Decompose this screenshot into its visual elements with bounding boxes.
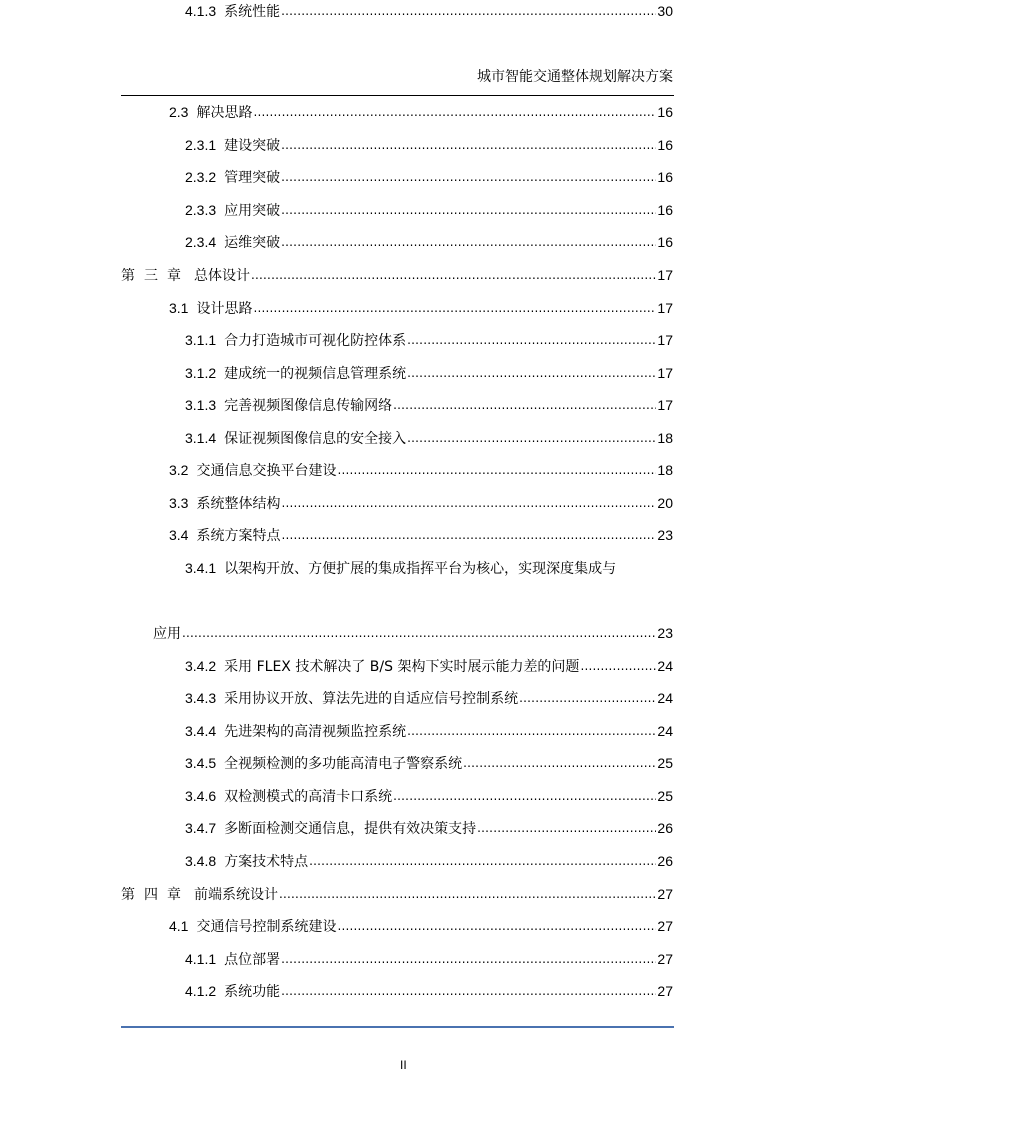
toc-leader-dots xyxy=(182,622,656,644)
toc-entry-title: 运维突破 xyxy=(224,235,281,251)
toc-entry-title: 保证视频图像信息的安全接入 xyxy=(224,431,407,447)
toc-entry-number: 第四章 xyxy=(121,886,190,902)
toc-entry-number: 2.3.3 xyxy=(185,202,217,218)
toc-entry-number: 3.4.2 xyxy=(185,658,217,674)
toc-entry-page: 24 xyxy=(657,658,673,674)
toc-entry-page: 16 xyxy=(657,169,673,185)
toc-entry-number: 4.1.3 xyxy=(185,3,217,19)
toc-entry-number: 第三章 xyxy=(121,267,190,283)
toc-entry-page: 16 xyxy=(657,202,673,218)
toc-entry-page: 24 xyxy=(657,690,673,706)
toc-entry-page: 23 xyxy=(657,527,673,543)
toc-entry[interactable] xyxy=(185,134,673,156)
footer-page-number: II xyxy=(400,1058,407,1072)
toc-entry-title-continuation: 应用 xyxy=(153,626,181,642)
toc-entry-page: 18 xyxy=(657,430,673,446)
toc-entry-number: 3.1.2 xyxy=(185,365,217,381)
toc-entry-title: 解决思路 xyxy=(196,105,253,121)
toc-entry[interactable] xyxy=(169,492,673,514)
toc-leader-dots xyxy=(281,134,656,156)
toc-entry-title: 交通信息交换平台建设 xyxy=(196,463,337,479)
toc-entry-page: 16 xyxy=(657,137,673,153)
toc-entry[interactable] xyxy=(185,329,673,351)
toc-entry[interactable] xyxy=(169,915,673,937)
toc-entry-page: 20 xyxy=(657,495,673,511)
toc-entry-page: 26 xyxy=(657,820,673,836)
toc-entry[interactable] xyxy=(185,720,673,742)
toc-entry-number: 3.1 xyxy=(169,300,189,316)
toc-entry[interactable] xyxy=(185,231,673,253)
toc-entry-number: 3.1.1 xyxy=(185,332,217,348)
toc-entry[interactable] xyxy=(185,817,673,839)
toc-leader-dots xyxy=(281,948,656,970)
toc-entry[interactable] xyxy=(169,459,673,481)
toc-leader-dots xyxy=(407,427,656,449)
toc-entry[interactable] xyxy=(185,427,673,449)
toc-entry-page: 27 xyxy=(657,983,673,999)
toc-entry-page: 24 xyxy=(657,723,673,739)
toc-entry-page: 27 xyxy=(657,918,673,934)
toc-leader-dots xyxy=(281,0,656,22)
toc-leader-dots xyxy=(407,720,656,742)
toc-leader-dots xyxy=(337,915,656,937)
toc-entry[interactable] xyxy=(121,264,673,286)
toc-entry[interactable] xyxy=(185,394,673,416)
toc-entry-title: 交通信号控制系统建设 xyxy=(196,919,337,935)
toc-leader-dots xyxy=(281,199,656,221)
toc-entry-title: 合力打造城市可视化防控体系 xyxy=(224,333,407,349)
header-rule xyxy=(121,95,674,96)
toc-entry[interactable] xyxy=(185,980,673,1002)
toc-leader-dots xyxy=(253,297,656,319)
toc-entry[interactable] xyxy=(121,883,673,905)
toc-leader-dots xyxy=(281,492,656,514)
toc-leader-dots xyxy=(463,752,656,774)
toc-entry-page: 27 xyxy=(657,951,673,967)
toc-entry-number: 2.3 xyxy=(169,104,189,120)
toc-entry[interactable] xyxy=(185,0,673,22)
toc-entry-title: 采用 FLEX 技术解决了 B/S 架构下实时展示能力差的问题 xyxy=(224,659,580,675)
toc-entry-number: 3.1.4 xyxy=(185,430,217,446)
toc-leader-dots xyxy=(281,980,656,1002)
toc-entry-title: 系统方案特点 xyxy=(196,528,281,544)
toc-leader-dots xyxy=(281,166,656,188)
toc-entry-page: 17 xyxy=(657,267,673,283)
toc-entry-number: 3.4 xyxy=(169,527,189,543)
toc-entry-title: 系统功能 xyxy=(224,984,281,1000)
toc-entry-title: 以架构开放、方便扩展的集成指挥平台为核心，实现深度集成与 xyxy=(224,561,617,577)
toc-entry-number: 3.4.8 xyxy=(185,853,217,869)
toc-leader-dots xyxy=(393,394,656,416)
toc-entry[interactable] xyxy=(185,850,673,872)
toc-entry[interactable] xyxy=(185,687,673,709)
toc-entry-number: 3.3 xyxy=(169,495,189,511)
toc-entry-title: 设计思路 xyxy=(196,301,253,317)
toc-entry-page: 25 xyxy=(657,788,673,804)
toc-entry-page: 16 xyxy=(657,234,673,250)
toc-entry-number: 2.3.1 xyxy=(185,137,217,153)
toc-entry[interactable] xyxy=(185,199,673,221)
toc-entry[interactable] xyxy=(169,524,673,546)
toc-entry-page: 25 xyxy=(657,755,673,771)
toc-entry-number: 3.4.3 xyxy=(185,690,217,706)
toc-entry-number: 3.2 xyxy=(169,462,189,478)
toc-entry-title: 建成统一的视频信息管理系统 xyxy=(224,366,407,382)
toc-entry-page: 23 xyxy=(657,625,673,641)
toc-leader-dots xyxy=(251,264,656,286)
toc-leader-dots xyxy=(253,101,656,123)
toc-entry-number: 4.1.2 xyxy=(185,983,217,999)
toc-leader-dots xyxy=(477,817,656,839)
toc-entry[interactable] xyxy=(185,948,673,970)
toc-entry-title: 双检测模式的高清卡口系统 xyxy=(224,789,393,805)
toc-entry-title: 系统整体结构 xyxy=(196,496,281,512)
toc-entry-title: 先进架构的高清视频监控系统 xyxy=(224,724,407,740)
toc-entry-page: 27 xyxy=(657,886,673,902)
toc-leader-dots xyxy=(407,329,656,351)
toc-entry-title: 采用协议开放、算法先进的自适应信号控制系统 xyxy=(224,691,519,707)
toc-entry[interactable] xyxy=(169,297,673,319)
toc-entry-page: 16 xyxy=(657,104,673,120)
toc-entry-page: 18 xyxy=(657,462,673,478)
toc-entry-page: 17 xyxy=(657,397,673,413)
toc-entry[interactable] xyxy=(185,752,673,774)
toc-entry[interactable] xyxy=(185,655,673,677)
toc-leader-dots xyxy=(281,524,656,546)
toc-entry-continuation[interactable] xyxy=(153,622,673,644)
toc-entry[interactable] xyxy=(185,785,673,807)
toc-leader-dots xyxy=(279,883,656,905)
toc-entry-number: 3.4.1 xyxy=(185,560,217,576)
toc-entry-title: 系统性能 xyxy=(224,4,281,20)
page-header-title: 城市智能交通整体规划解决方案 xyxy=(477,69,673,85)
toc-entry-title: 完善视频图像信息传输网络 xyxy=(224,398,393,414)
toc-entry-title: 建设突破 xyxy=(224,138,281,154)
toc-entry-page: 17 xyxy=(657,332,673,348)
toc-entry-number: 4.1 xyxy=(169,918,189,934)
toc-entry[interactable] xyxy=(185,557,616,579)
toc-entry[interactable] xyxy=(185,362,673,384)
toc-entry-page: 17 xyxy=(657,365,673,381)
toc-leader-dots xyxy=(337,459,656,481)
toc-entry-title: 前端系统设计 xyxy=(194,887,278,903)
toc-entry-page: 17 xyxy=(657,300,673,316)
toc-entry-title: 多断面检测交通信息，提供有效决策支持 xyxy=(224,821,477,837)
toc-leader-dots xyxy=(519,687,656,709)
toc-entry-number: 3.4.4 xyxy=(185,723,217,739)
toc-entry[interactable] xyxy=(185,166,673,188)
toc-leader-dots xyxy=(281,231,656,253)
toc-entry-title: 方案技术特点 xyxy=(224,854,309,870)
toc-entry-title: 全视频检测的多功能高清电子警察系统 xyxy=(224,756,463,772)
toc-entry-number: 3.4.6 xyxy=(185,788,217,804)
toc-entry-number: 2.3.4 xyxy=(185,234,217,250)
toc-leader-dots xyxy=(407,362,656,384)
toc-entry-number: 3.1.3 xyxy=(185,397,217,413)
toc-entry-title: 管理突破 xyxy=(224,170,281,186)
toc-entry-number: 3.4.7 xyxy=(185,820,217,836)
toc-leader-dots xyxy=(393,785,656,807)
toc-entry-number: 4.1.1 xyxy=(185,951,217,967)
footer-rule xyxy=(121,1026,674,1028)
toc-entry-page: 26 xyxy=(657,853,673,869)
toc-entry-title: 点位部署 xyxy=(224,952,281,968)
toc-entry-number: 3.4.5 xyxy=(185,755,217,771)
toc-entry-page: 30 xyxy=(657,3,673,19)
toc-leader-dots xyxy=(580,655,656,677)
toc-leader-dots xyxy=(309,850,656,872)
toc-entry-title: 总体设计 xyxy=(194,268,250,284)
toc-entry-number: 2.3.2 xyxy=(185,169,217,185)
toc-entry-title: 应用突破 xyxy=(224,203,281,219)
toc-entry[interactable] xyxy=(169,101,673,123)
